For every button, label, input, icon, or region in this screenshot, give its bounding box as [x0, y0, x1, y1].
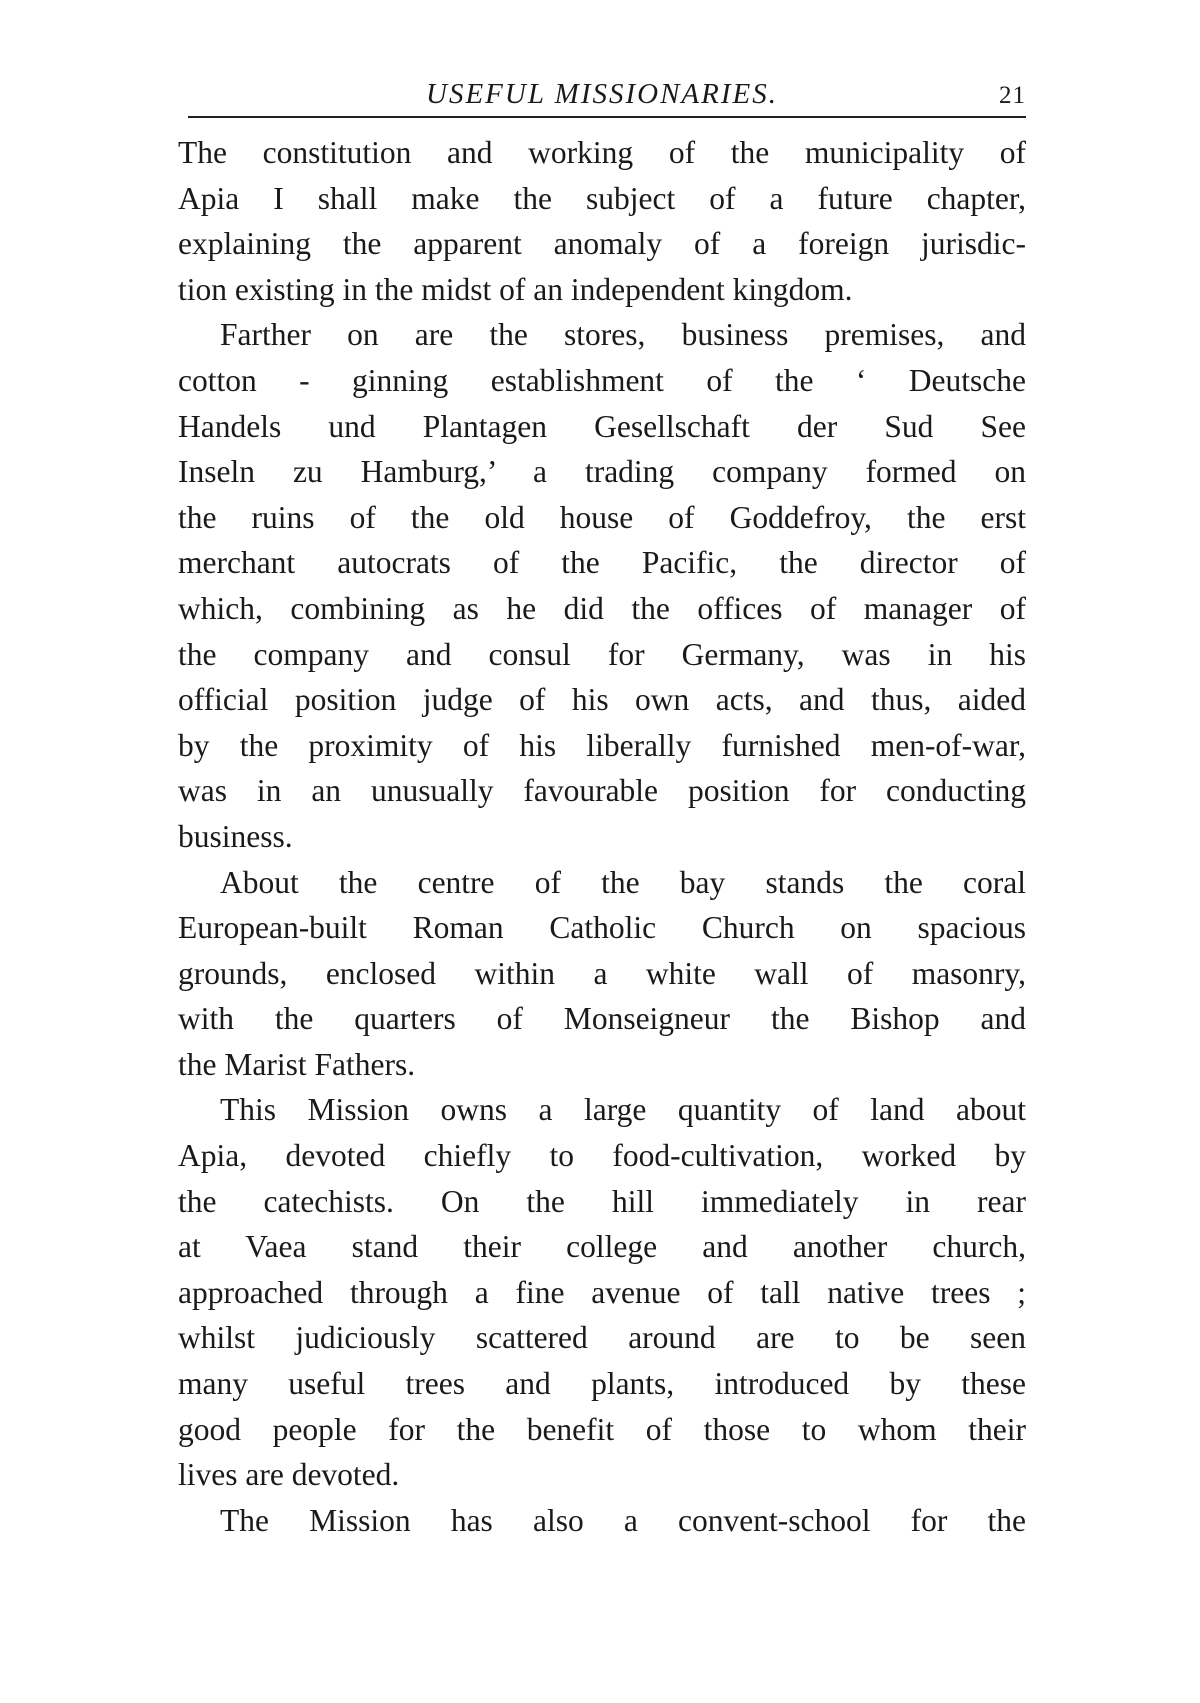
text-line: approached through a fine avenue of tall native trees ;	[178, 1274, 1026, 1310]
paragraph	[178, 860, 1026, 1088]
text-line: whilst judiciously scattered around are to be seen	[178, 1320, 1026, 1356]
text-line: This Mission owns a large quantity of land about	[220, 1092, 1026, 1128]
text-line: by the proximity of his liberally furnished men-of-war,	[178, 727, 1026, 763]
text-line: Apia, devoted chiefly to food-cultivation, worked by	[178, 1138, 1026, 1174]
paragraph	[178, 1498, 1026, 1544]
text-line: European-built Roman Catholic Church on spacious	[178, 910, 1026, 946]
text-line: lives are devoted.	[178, 1457, 400, 1493]
text-line: The constitution and working of the municipality of	[178, 135, 1026, 170]
paragraph	[178, 312, 1026, 859]
running-title: USEFUL MISSIONARIES.	[426, 78, 778, 110]
text-line: cotton - ginning establishment of the ‘ Deutsche	[178, 362, 1026, 398]
text-line: the catechists. On the hill immediately in rear	[178, 1183, 1026, 1219]
text-line: the company and consul for Germany, was in his	[178, 636, 1026, 672]
body-text	[178, 130, 1026, 1543]
paragraph	[178, 130, 1026, 312]
paragraph	[178, 1087, 1026, 1497]
header-rule	[188, 116, 1026, 118]
text-line: explaining the apparent anomaly of a foreign jurisdic-	[178, 226, 1026, 262]
page-number: 21	[999, 82, 1026, 109]
text-line: grounds, enclosed within a white wall of masonry,	[178, 955, 1026, 991]
text-line: was in an unusually favourable position for conducting	[178, 773, 1026, 809]
text-line: at Vaea stand their college and another church,	[178, 1229, 1026, 1265]
text-line: Handels und Plantagen Gesellschaft der Sud See	[178, 408, 1026, 444]
text-line: About the centre of the bay stands the coral	[220, 864, 1026, 900]
text-line: which, combining as he did the offices of manager of	[178, 590, 1026, 626]
text-line: with the quarters of Monseigneur the Bishop and	[178, 1001, 1026, 1037]
text-line: Inseln zu Hamburg,’ a trading company formed on	[178, 454, 1026, 490]
text-line: merchant autocrats of the Pacific, the director of	[178, 545, 1026, 581]
running-head	[178, 70, 1026, 118]
text-line: many useful trees and plants, introduced by these	[178, 1366, 1026, 1402]
text-line: Farther on are the stores, business premises, and	[220, 317, 1026, 353]
text-line: official position judge of his own acts, and thus, aided	[178, 682, 1026, 718]
text-line: the ruins of the old house of Goddefroy, the erst	[178, 499, 1026, 535]
text-line: the Marist Fathers.	[178, 1046, 416, 1082]
book-page	[178, 70, 1026, 1543]
text-line: tion existing in the midst of an independent kingdom.	[178, 271, 853, 307]
text-line: good people for the benefit of those to whom their	[178, 1411, 1026, 1447]
text-line: business.	[178, 818, 293, 854]
text-line: Apia I shall make the subject of a future chapter,	[178, 180, 1026, 216]
text-line: The Mission has also a convent-school for the	[220, 1502, 1026, 1538]
